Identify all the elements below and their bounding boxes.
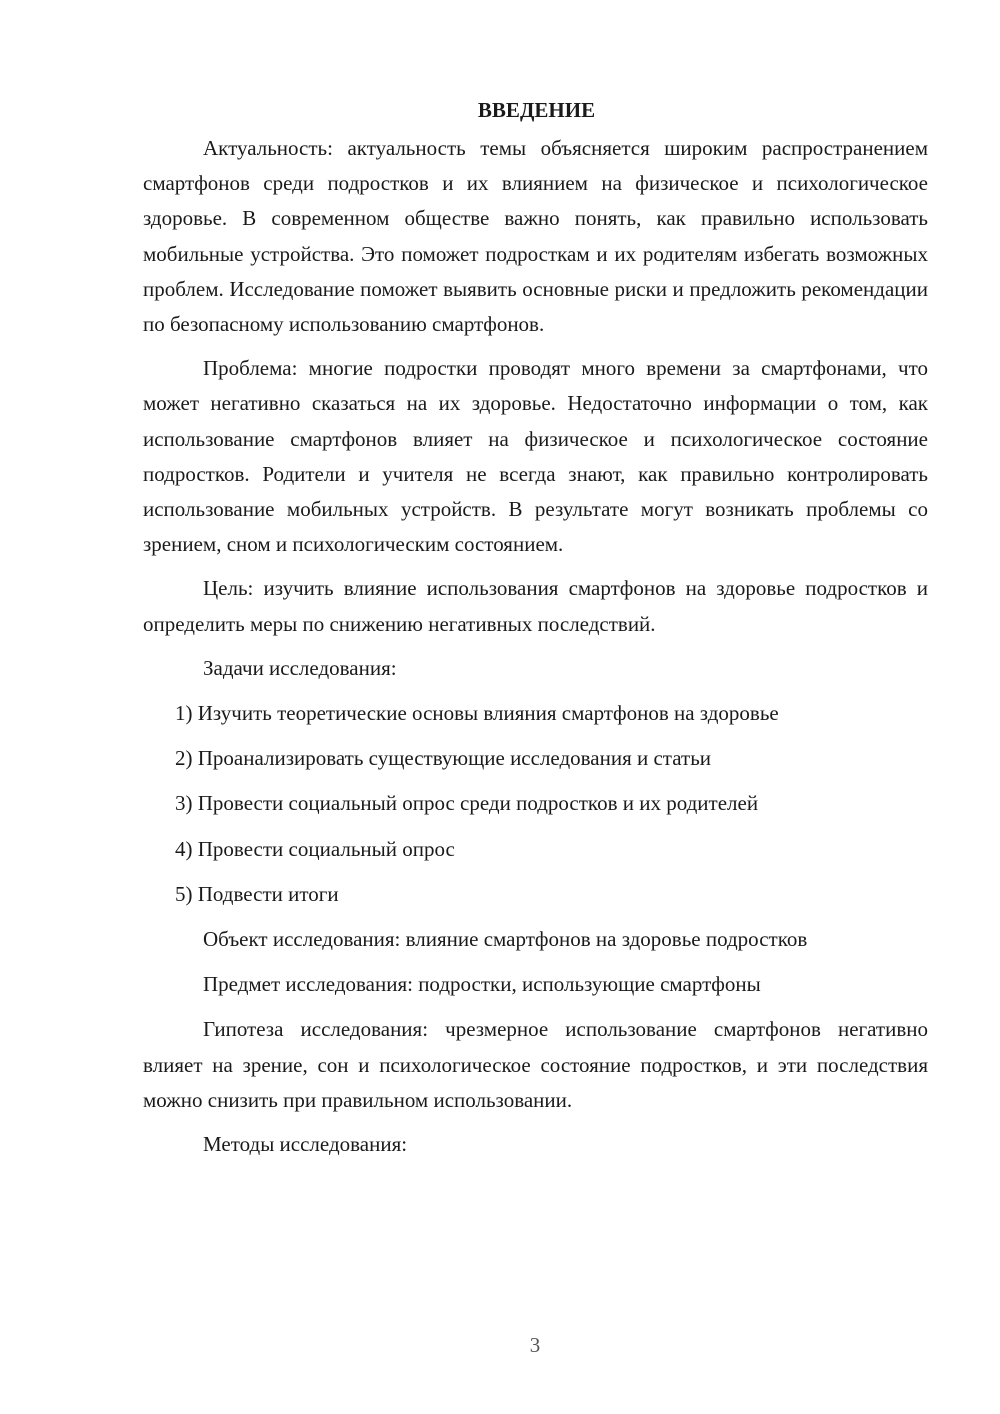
paragraph-problem: Проблема: многие подростки проводят много времени за смартфонами, что может негативно сказаться на их здоровье. Недостаточно информации о том, как использование смартфонов влияет на физическое и психологическое состояние подростков. Родители и учителя не всегда знают, как правильно контролировать использование мобильных устройств. В результате могут возникать проблемы со зрением, сном и психологическим состоянием. bbox=[143, 356, 928, 557]
tasks-heading: Задачи исследования: bbox=[203, 655, 397, 680]
list-item: 4) Провести социальный опрос bbox=[175, 836, 455, 861]
page-number: 3 bbox=[529, 1333, 541, 1357]
research-object: Объект исследования: влияние смартфонов на здоровье подростков bbox=[203, 927, 808, 952]
list-item: 3) Провести социальный опрос среди подростков и их родителей bbox=[175, 791, 759, 816]
page-content bbox=[143, 95, 928, 1172]
paragraph-relevance: Актуальность: актуальность темы объясняется широким распространением смартфонов среди подростков и их влиянием на физическое и психологическое здоровье. В современном обществе важно понять, как правильно использовать мобильные устройства. Это поможет подросткам и их родителям избегать возможных проблем. Исследование поможет выявить основные риски и предложить рекомендации по безопасному использованию смартфонов. bbox=[143, 136, 928, 337]
research-hypothesis: Гипотеза исследования: чрезмерное использование смартфонов негативно влияет на зрение, сон и психологическое состояние подростков, и эти последствия можно снизить при правильном использовании. bbox=[143, 1017, 928, 1112]
list-item: 1) Изучить теоретические основы влияния смартфонов на здоровье bbox=[175, 701, 779, 726]
page-title: ВВЕДЕНИЕ bbox=[477, 98, 596, 122]
paragraph-goal: Цель: изучить влияние использования смартфонов на здоровье подростков и определить меры по снижению негативных последствий. bbox=[143, 576, 928, 636]
research-subject: Предмет исследования: подростки, использующие смартфоны bbox=[203, 972, 761, 997]
tasks-list bbox=[143, 696, 928, 912]
list-item: 2) Проанализировать существующие исследования и статьи bbox=[175, 746, 712, 771]
list-item: 5) Подвести итоги bbox=[175, 881, 339, 906]
methods-heading: Методы исследования: bbox=[203, 1132, 408, 1157]
